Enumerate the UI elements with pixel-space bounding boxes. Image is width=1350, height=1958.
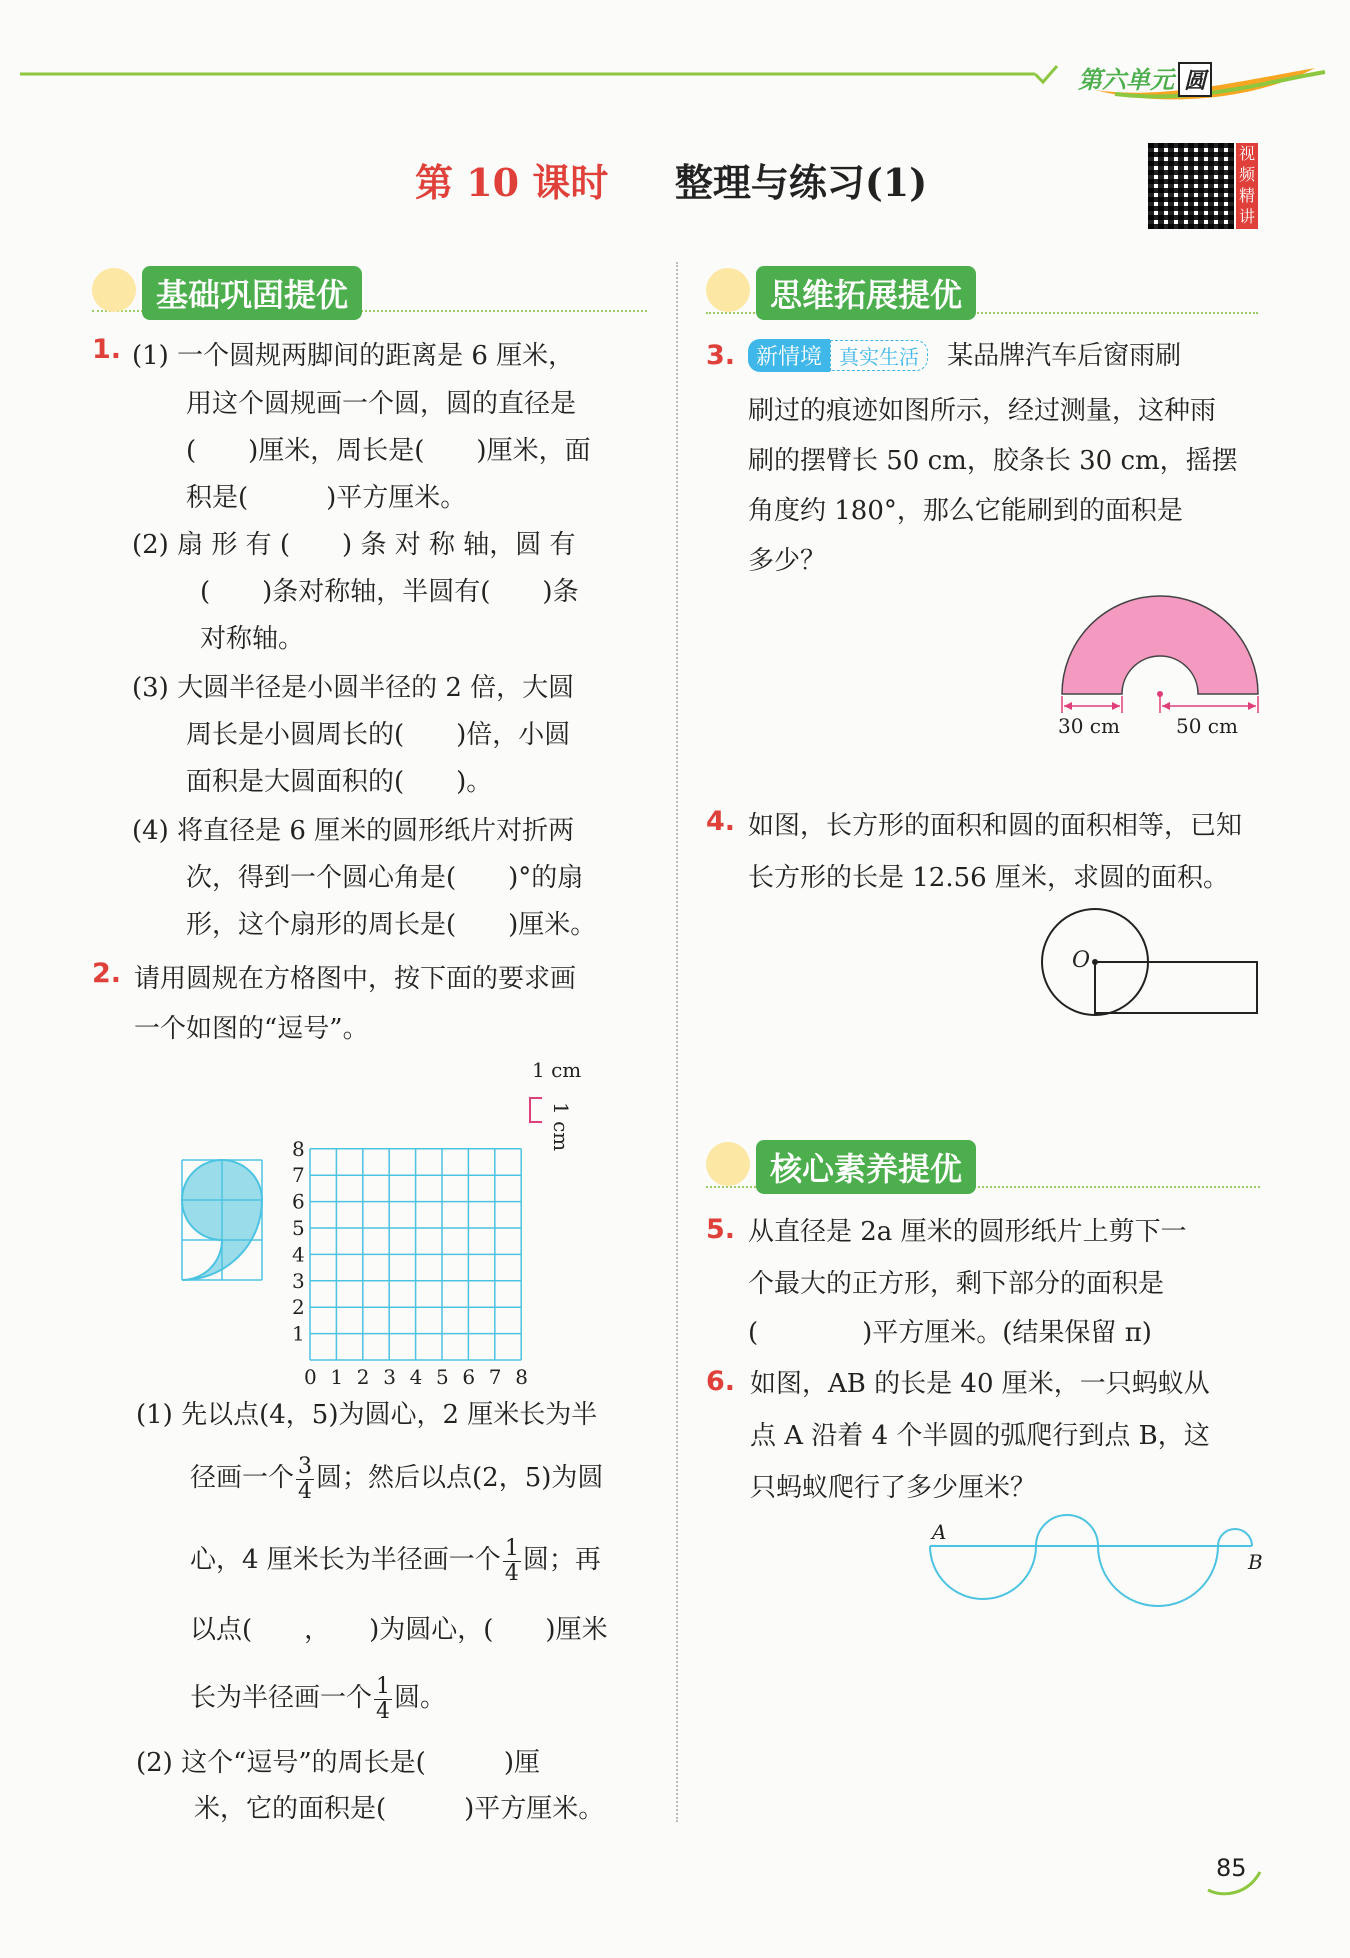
q2-line: (2) 这个“逗号”的周长是( )厘 [136,1748,540,1778]
q3-body [748,386,1238,586]
page-title [415,152,927,207]
qr-char: 精 [1238,186,1255,205]
unit-header [1078,60,1212,97]
y-tick-label: 3 [292,1268,305,1293]
q5-line: 从直径是 2a 厘米的圆形纸片上剪下一 [748,1217,1187,1247]
q3-line: 某品牌汽车后窗雨刷 [947,341,1182,371]
q3-number: 3. [706,340,736,371]
q3-first-line [748,337,1181,375]
column-divider [676,262,678,1822]
q3-line: 刷的摆臂长 50 cm，胶条长 30 cm，摇摆 [748,446,1238,476]
q2-s1-line3 [190,1530,601,1590]
q2-text: 径画一个 [190,1463,295,1493]
qr-code[interactable] [1148,143,1234,229]
q1-line: 对称轴。 [200,624,305,654]
q1-line: 用这个圆规画一个圆，圆的直径是 [186,389,577,419]
frac-den: 4 [376,1698,391,1724]
x-tick-label: 7 [488,1365,502,1389]
trophy-icon [706,1142,750,1186]
q2-text: 圆。 [394,1683,447,1713]
unit-bracket-v [530,1098,542,1122]
frac-num: 1 [376,1673,391,1699]
gear-icon [92,268,136,312]
q1-line: 积是( )平方厘米。 [186,483,467,513]
lesson-topic: 整理与练习(1) [674,160,928,205]
q1-line: (1) 一个圆规两脚间的距离是 6 厘米， [132,341,575,371]
label-30cm: 30 cm [1058,714,1120,738]
y-tick-label: 8 [292,1136,305,1161]
point-a-label: A [932,1520,947,1544]
q5-line: ( )平方厘米。(结果保留 π) [748,1318,1152,1348]
qr-char: 视 [1238,144,1255,163]
fraction-1-4 [503,1537,521,1586]
fraction-3-4 [296,1455,314,1504]
q2-text: 圆；再 [522,1545,601,1575]
q1-line: (4) 将直径是 6 厘米的圆形纸片对折两 [132,816,575,846]
tag-real-life: 真实生活 [830,340,928,371]
q2-text: 长为半径画一个 [190,1683,373,1713]
section-thinking [706,268,1258,314]
section-thinking-title: 思维拓展提优 [756,266,976,320]
x-tick-label: 8 [515,1365,528,1389]
semicircle-path-figure [920,1510,1260,1610]
qr-side-label [1236,143,1258,229]
y-tick-label: 5 [292,1216,305,1240]
q5-body [748,1206,1187,1356]
lesson-number: 第 10 课时 [415,160,609,205]
page-number-swoosh [1204,1868,1264,1898]
q2-s1-line4: 以点( ， )为圆心，( )厘米 [190,1615,608,1645]
q1-line: (2) 扇 形 有 ( ) 条 对 称 轴，圆 有 [132,530,576,560]
frac-num: 3 [298,1453,313,1479]
q4-line: 如图，长方形的面积和圆的面积相等，已知 [748,811,1243,841]
q2-line: 一个如图的“逗号”。 [134,1014,369,1044]
q6-line: 点 A 沿着 4 个半圆的弧爬行到点 B，这 [750,1421,1210,1451]
q1-part3 [132,665,574,806]
q2-number: 2. [92,958,122,989]
q4-body [748,800,1242,904]
q1-line: 面积是大圆面积的( )。 [186,767,493,797]
grid-unit-h: 1 cm [532,1058,582,1082]
x-tick-label: 2 [356,1365,370,1389]
page-number: 85 [1216,1854,1247,1882]
y-tick-label: 4 [292,1242,305,1267]
q5-line: 个最大的正方形，剩下部分的面积是 [748,1269,1165,1299]
x-tick-label: 5 [436,1365,449,1389]
tag-new-scenario: 新情境 [748,339,830,372]
q2-s1-line5 [190,1668,446,1728]
unit-title: 圆 [1178,62,1212,97]
q6-line: 只蚂蚁爬行了多少厘米？ [750,1473,1037,1503]
frac-den: 4 [504,1560,519,1586]
q1-number: 1. [92,334,122,365]
q2-s1-line2 [190,1448,603,1508]
q3-line: 角度约 180°，那么它能刷到的面积是 [748,496,1183,526]
q1-part2 [132,522,579,663]
x-tick-label: 6 [462,1365,476,1389]
q1-part4 [132,808,596,949]
unit-label: 第六单元 [1078,66,1174,94]
frac-den: 4 [298,1478,313,1504]
q1-line: 形，这个扇形的周长是( )厘米。 [186,910,597,940]
x-tick-label: 4 [409,1365,423,1389]
y-tick-label: 2 [292,1295,305,1320]
y-tick-label: 7 [292,1163,305,1188]
q2-intro [134,954,576,1054]
q2-line: 请用圆规在方格图中，按下面的要求画 [134,964,577,994]
section-basic [92,268,647,312]
y-tick-label: 6 [292,1189,305,1214]
q1-line: ( )条对称轴，半圆有( )条 [200,577,579,607]
x-tick-label: 1 [330,1365,344,1389]
q1-part1 [132,332,591,522]
section-core [706,1142,1260,1188]
q4-line: 长方形的长是 12.56 厘米，求圆的面积。 [748,863,1229,893]
q1-line: (3) 大圆半径是小圆半径的 2 倍，大圆 [132,673,575,703]
qr-char: 讲 [1238,207,1255,226]
grid-unit-v: 1 cm [549,1102,573,1152]
q6-number: 6. [706,1366,736,1397]
qr-char: 频 [1238,165,1255,184]
x-tick-label: 3 [383,1365,396,1389]
q3-line: 多少？ [748,546,827,576]
y-tick-label: 1 [292,1321,305,1346]
q6-body [750,1358,1210,1514]
center-label-o: O [1072,948,1091,973]
q2-line: 米，它的面积是( )平方厘米。 [194,1794,605,1824]
comma-figure [180,1158,264,1282]
q5-number: 5. [706,1214,736,1245]
q2-s1-line: (1) 先以点(4，5)为圆心，2 厘米长为半 [136,1400,598,1430]
point-b-label: B [1248,1550,1263,1574]
label-50cm: 50 cm [1176,714,1238,738]
q1-line: 次，得到一个圆心角是( )°的扇 [186,863,584,893]
q2-s2 [136,1740,604,1832]
q3-line: 刷过的痕迹如图所示，经过测量，这种雨 [748,396,1217,426]
sprout-icon [706,268,750,312]
frac-num: 1 [504,1535,519,1561]
q4-number: 4. [706,806,736,837]
q1-line: ( )厘米，周长是( )厘米，面 [186,436,591,466]
q1-line: 周长是小圆周长的( )倍，小圆 [186,720,571,750]
fraction-1-4 [374,1675,392,1724]
q2-text: 圆；然后以点(2，5)为圆 [316,1463,604,1493]
x-tick-label: 0 [304,1365,317,1389]
q2-text: 心，4 厘米长为半径画一个 [190,1545,501,1575]
section-core-title: 核心素养提优 [756,1140,976,1194]
q6-line: 如图，AB 的长是 40 厘米，一只蚂蚁从 [750,1369,1210,1399]
section-basic-title: 基础巩固提优 [142,266,362,320]
